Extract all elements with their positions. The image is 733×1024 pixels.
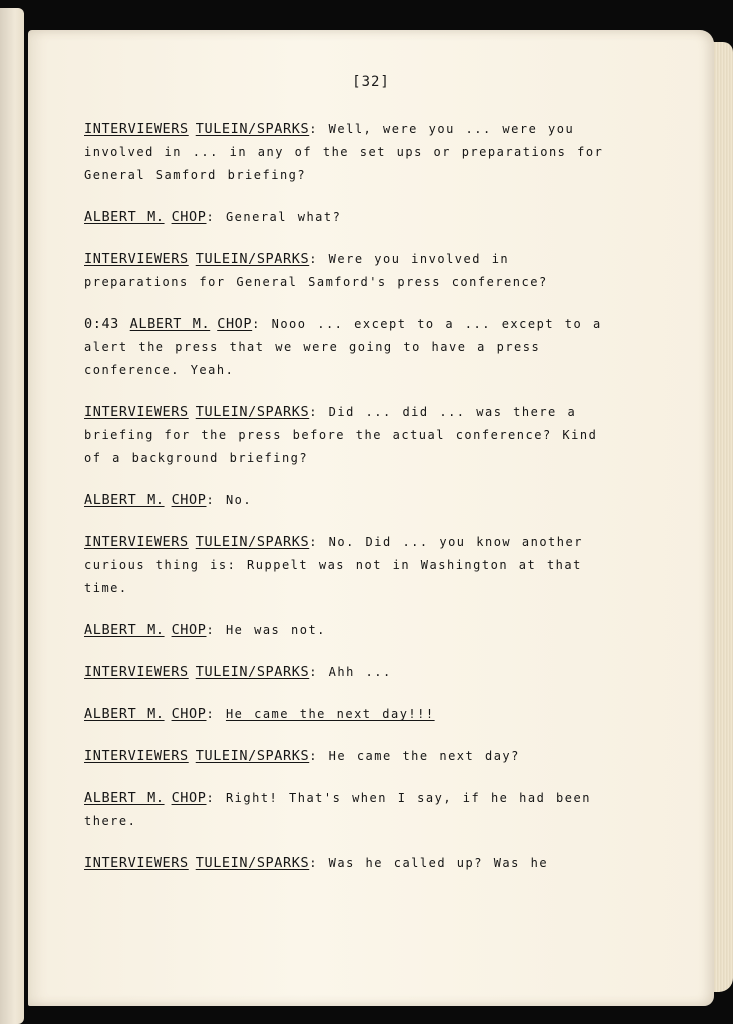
speech-text: Did ... did ... was there a briefing for the press before the actual conference? Kind of a background briefing? <box>84 405 598 465</box>
page-number: [32] <box>352 74 390 90</box>
transcript-entry: INTERVIEWERS TULEIN/SPARKS: Did ... did ... was there a briefing for the press before the actual conference? Kind of a background briefing? <box>84 404 598 465</box>
speaker-surname: TULEIN/SPARKS <box>195 404 310 420</box>
speaker-name: INTERVIEWERS <box>84 748 189 764</box>
speech-text: Were you involved in preparations for General Samford's press conference? <box>84 252 548 289</box>
speaker-surname: CHOP <box>171 209 207 225</box>
transcript-entry: ALBERT M. CHOP: No. <box>84 492 253 508</box>
speaker-surname: TULEIN/SPARKS <box>195 664 310 680</box>
speaker-name: ALBERT M. <box>84 622 165 638</box>
speaker-name: ALBERT M. <box>84 706 165 722</box>
speech-text: He came the next day!!! <box>225 707 435 721</box>
transcript-entry: INTERVIEWERS TULEIN/SPARKS: Was he called up? Was he <box>84 855 549 871</box>
speaker-name: INTERVIEWERS <box>84 855 189 871</box>
document-page <box>28 30 714 1006</box>
speaker-name: INTERVIEWERS <box>84 664 189 680</box>
speaker-surname: CHOP <box>217 316 253 332</box>
speech-text: Nooo ... except to a ... except to a alert the press that we were going to have a press conference. Yeah. <box>84 317 602 377</box>
speaker-name: INTERVIEWERS <box>84 121 189 137</box>
speaker-name: INTERVIEWERS <box>84 534 189 550</box>
speech-text: No. Did ... you know another curious thing is: Ruppelt was not in Washington at that time. <box>84 535 583 595</box>
transcript-entry: ALBERT M. CHOP: Right! That's when I say, if he had been there. <box>84 790 591 828</box>
transcript-entry: ALBERT M. CHOP: He was not. <box>84 622 326 638</box>
speaker-surname: TULEIN/SPARKS <box>195 534 310 550</box>
speech-text: Right! That's when I say, if he had been there. <box>84 791 591 828</box>
timestamp: 0:43 <box>84 316 119 332</box>
speaker-surname: TULEIN/SPARKS <box>195 251 310 267</box>
transcript-entry: 0:43 ALBERT M. CHOP: Nooo ... except to a ... except to a alert the press that we were going to have a press conference. Yeah. <box>84 316 602 377</box>
speaker-surname: CHOP <box>171 706 207 722</box>
transcript-entry: INTERVIEWERS TULEIN/SPARKS: Ahh ... <box>84 664 392 680</box>
transcript-entry: ALBERT M. CHOP: General what? <box>84 209 342 225</box>
speech-text: No. <box>225 493 253 507</box>
speaker-surname: TULEIN/SPARKS <box>195 855 310 871</box>
speech-text: He was not. <box>225 623 326 637</box>
speech-text: General what? <box>225 210 342 224</box>
speaker-name: ALBERT M. <box>84 492 165 508</box>
speech-text: Well, were you ... were you involved in ... in any of the set ups or preparations for General Samford briefing? <box>84 122 604 182</box>
transcript-entry: ALBERT M. CHOP: He came the next day!!! <box>84 706 435 722</box>
speaker-name: ALBERT M. <box>84 209 165 225</box>
speech-text: He came the next day? <box>328 749 520 763</box>
transcript-entry: INTERVIEWERS TULEIN/SPARKS: Were you involved in preparations for General Samford's press conference? <box>84 251 548 289</box>
left-page-edge <box>0 8 24 1024</box>
transcript-entry: INTERVIEWERS TULEIN/SPARKS: No. Did ... you know another curious thing is: Ruppelt was not in Washington at that time. <box>84 534 583 595</box>
speaker-name: ALBERT M. <box>129 316 211 332</box>
speaker-surname: CHOP <box>171 492 207 508</box>
transcript-entry: INTERVIEWERS TULEIN/SPARKS: Well, were you ... were you involved in ... in any of the set ups or preparations for General Samford briefing? <box>84 121 604 182</box>
speaker-surname: TULEIN/SPARKS <box>195 748 310 764</box>
speech-text: Ahh ... <box>328 665 392 679</box>
speech-text: Was he called up? Was he <box>328 856 549 870</box>
speaker-surname: TULEIN/SPARKS <box>195 121 310 137</box>
speaker-name: INTERVIEWERS <box>84 404 189 420</box>
speaker-name: ALBERT M. <box>84 790 165 806</box>
transcript-entry: INTERVIEWERS TULEIN/SPARKS: He came the next day? <box>84 748 520 764</box>
speaker-surname: CHOP <box>171 790 207 806</box>
speaker-name: INTERVIEWERS <box>84 251 189 267</box>
speaker-surname: CHOP <box>171 622 207 638</box>
transcript-body <box>84 118 604 894</box>
